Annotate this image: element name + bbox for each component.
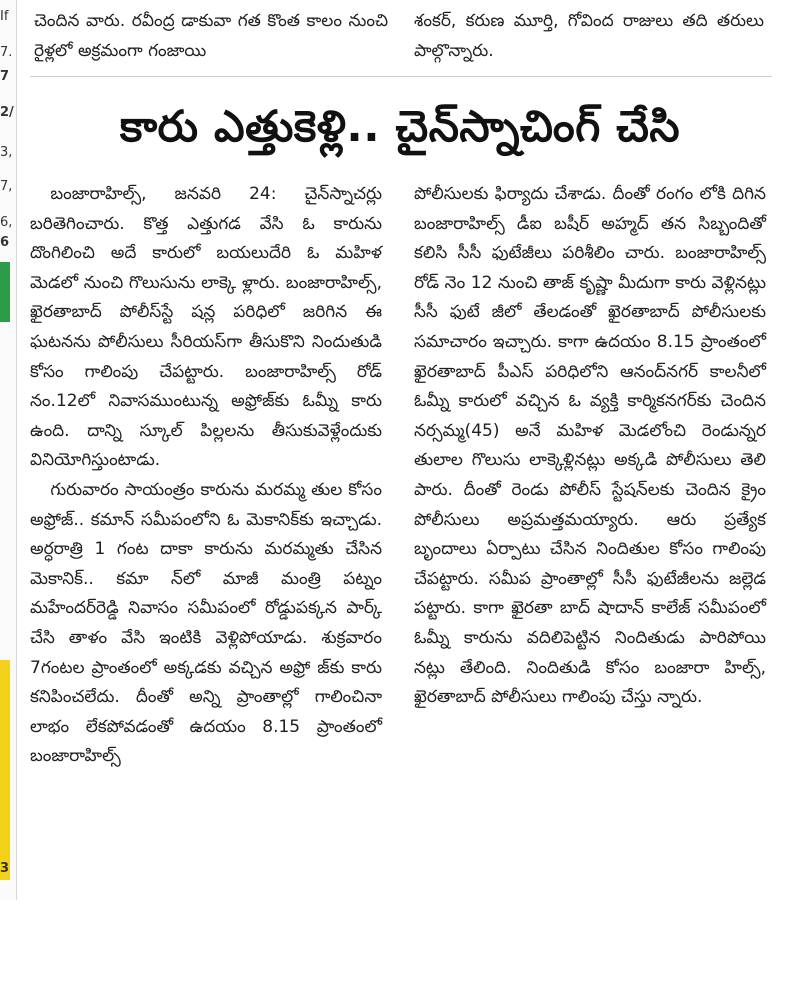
edge-fragment: If (0, 9, 9, 24)
section-divider (30, 76, 772, 77)
edge-fragment: 3 (0, 861, 10, 876)
article-headline: కారు ఎత్తుకెళ్లి.. చైన్‌స్నాచింగ్ చేసి (119, 102, 681, 152)
previous-article-left-text: చెందిన వారు. రవీంద్ర డాకువా గత కొంత కాలం నుంచి రైళ్లలో అక్రమంగా గంజాయి (34, 11, 388, 61)
paragraph: బంజారాహిల్స్, జనవరి 24: చైన్‌స్నాచర్లు బరితెగించారు. కొత్త ఎత్తుగడ వేసి ఓ కారును దొంగిలించి అదే కారులో బయలుదేరి ఓ మహిళ మెడలో నుంచి గొలుసును లాక్కె ళ్లారు. బంజారాహిల్స్, ఖైరతాబాద్ పోలీస్‌స్టే షన్ల పరిధిలో జరిగిన ఈ ఘటనను పోలీసులు సీరియస్‌గా తీసుకొని నిందుతుడి కోసం గాలింపు చేపట్టారు. బంజారాహిల్స్ రోడ్ నం.12లో నివాసముంటున్న అఫ్రోజ్‌కు ఓమ్నీ కారు ఉంది. దాన్ని స్కూల్ పిల్లలను తీసుకువెళ్లేందుకు వినియోగిస్తుంటాడు. (30, 184, 382, 471)
paragraph: గురువారం సాయంత్రం కారును మరమ్మ తుల కోసం అఫ్రోజ్.. కమాన్ సమీపంలోని ఓ మెకానిక్‌కు ఇచ్చాడు. అర్ధరాత్రి 1 గంట దాకా కారును మరమ్మతు చేసిన మెకానిక్.. కమా న్‌లో మాజీ మంత్రి పట్నం మహేందర్‌రెడ్డి నివాసం సమీపంలో రోడ్డుపక్కన పార్క్ చేసి తాళం వేసి ఇంటికి వెళ్లిపోయాడు. శుక్రవారం 7గంటల ప్రాంతంలో అక్కడకు వచ్చిన అఫ్రో జ్‌కు కారు కనిపించలేదు. దీంతో అన్ని ప్రాంతాల్లో గాలించినా లాభం లేకపోవడంతో ఉదయం 8.15 ప్రాంతంలో బంజారాహిల్స్ (30, 479, 382, 767)
edge-fragment: 2/ (0, 105, 14, 120)
previous-article-right-text: శంకర్, కరుణ మూర్తి, గోవింద రాజులు తది తరులు పాల్గొన్నారు. (414, 11, 764, 61)
edge-fragment: 7. (0, 45, 13, 60)
article-column-right (414, 180, 766, 713)
edge-fragment: 6, (0, 215, 13, 230)
adjacent-article-edge (0, 0, 17, 900)
edge-fragment: 6 (0, 235, 10, 250)
edge-fragment: 3, (0, 145, 13, 160)
edge-fragment: 7 (0, 69, 10, 84)
paragraph: పోలీసులకు ఫిర్యాదు చేశాడు. దీంతో రంగం లోకి దిగిన బంజారాహిల్స్ డీఐ బషీర్ అహ్మద్ తన సిబ్బందితో కలిసి సీసీ ఫుటేజీలు పరిశీలిం చారు. బంజారాహిల్స్ రోడ్ నెం 12 నుంచి తాజ్ కృష్ణా మీదుగా కారు వెళ్లినట్లు సీసీ ఫుటే జీలో తేలడంతో ఖైరతాబాద్ పోలీసులకు సమాచారం ఇచ్చారు. కాగా ఉదయం 8.15 ప్రాంతంలో ఖైరతాబాద్ పీఎస్ పరిధిలోని ఆనంద్‌నగర్ కాలనీలో ఓమ్నీ కారులో వచ్చిన ఓ వ్యక్తి కార్మికనగర్‌కు చెందిన నర్సమ్మ(45) అనే మహిళ మెడలోంచి రెండున్నర తులాల గొలుసు లాక్కెళ్లినట్లు అక్కడి పోలీసులు తెలి పారు. దీంతో రెండు పోలీస్ స్టేషన్‌లకు చెందిన క్రైం పోలీసులు అప్రమత్తమయ్యారు. ఆరు ప్రత్యేక బృందాలు ఏర్పాటు చేసిన నిందితుల కోసం గాలింపు చేపట్టారు. సమీప ప్రాంతాల్లో సీసీ ఫుటేజీలను జల్లెడ పట్టారు. కాగా ఖైరతా బాద్ షాదాన్ కాలేజ్ సమీపంలో ఓమ్నీ కారును వదిలిపెట్టిన నిందితుడు పారిపోయి నట్లు తేలింది. నిందితుడి కోసం బంజారా హిల్స్, ఖైరతాబాద్ పోలీసులు గాలింపు చేస్తు న్నారు. (414, 184, 766, 708)
edge-fragment: 7, (0, 179, 13, 194)
yellow-edge-block (0, 660, 10, 880)
green-edge-block (0, 262, 10, 322)
article-column-left (30, 180, 382, 772)
